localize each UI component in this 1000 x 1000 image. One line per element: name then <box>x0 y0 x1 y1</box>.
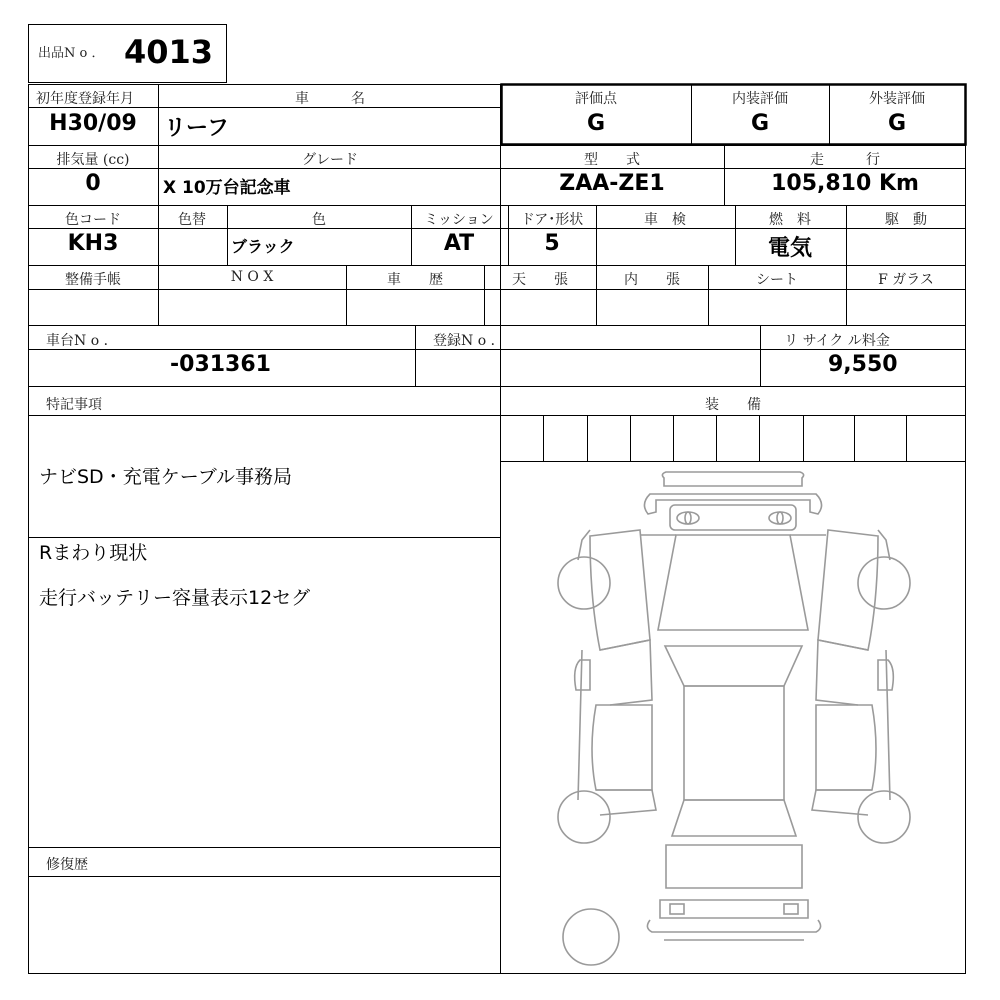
color-change-label: 色替 <box>178 212 206 228</box>
mileage-label: 走 行 <box>810 152 880 168</box>
interior-trim-label: 内 張 <box>624 272 680 288</box>
remark-line-1: ナビSD・充電ケーブル事務局 <box>39 466 292 488</box>
equipment-label: 装 備 <box>705 397 761 413</box>
grade-value: X 10万台記念車 <box>163 178 291 198</box>
seat-label: シート <box>756 272 798 288</box>
exterior-score-label: 外装評価 <box>869 91 925 107</box>
score-label: 評価点 <box>575 91 617 107</box>
drive-label: 駆 動 <box>885 212 927 228</box>
lot-number-label: 出品N o ． <box>38 46 105 61</box>
interior-score-value: G <box>750 111 770 136</box>
mission-label: ミッション <box>424 212 494 228</box>
first-registration-label: 初年度登録年月 <box>36 91 134 107</box>
fuel-value: 電気 <box>767 236 813 261</box>
color-value: ブラック <box>231 237 295 256</box>
roof-trim-label: 天 張 <box>512 272 568 288</box>
color-code-label: 色コード <box>65 212 121 228</box>
recycle-fee-label: リ サイク ル料金 <box>784 333 890 349</box>
displacement-label: 排気量 (cc) <box>56 152 130 168</box>
remark-line-3: 走行バッテリー容量表示12セグ <box>39 587 311 609</box>
car-name-value: リーフ <box>164 116 229 141</box>
chassis-number-value: -031361 <box>170 352 271 377</box>
remark-line-2: Rまわり現状 <box>39 542 148 564</box>
interior-score-label: 内装評価 <box>732 91 788 107</box>
color-label: 色 <box>312 212 326 228</box>
maintenance-book-label: 整備手帳 <box>65 272 121 288</box>
nox-label: N O X <box>230 269 274 285</box>
inspection-label: 車 検 <box>644 212 686 228</box>
lot-number-value: 4013 <box>124 33 214 71</box>
model-value: ZAA-ZE1 <box>559 171 665 196</box>
car-name-label: 車 名 <box>295 91 365 107</box>
color-code-value: KH3 <box>67 231 119 256</box>
car-history-label: 車 歴 <box>387 272 443 288</box>
door-label: ドア･形状 <box>520 212 584 228</box>
front-glass-label: F ガラス <box>878 272 934 288</box>
first-registration-value: H30/09 <box>49 111 137 136</box>
mission-value: AT <box>443 231 475 256</box>
model-label: 型 式 <box>584 152 640 168</box>
chassis-number-label: 車台N o ． <box>46 333 118 349</box>
recycle-fee-value: 9,550 <box>828 352 898 377</box>
remarks-label: 特記事項 <box>46 397 102 413</box>
score-value: G <box>586 111 606 136</box>
registration-number-label: 登録N o ． <box>433 333 505 349</box>
grade-label: グレード <box>302 152 358 168</box>
displacement-value: 0 <box>85 171 101 196</box>
door-value: 5 <box>544 231 560 256</box>
repair-history-label: 修復歴 <box>46 857 88 873</box>
fuel-label: 燃 料 <box>769 212 811 228</box>
exterior-score-value: G <box>887 111 907 136</box>
mileage-value: 105,810 Km <box>771 171 919 196</box>
